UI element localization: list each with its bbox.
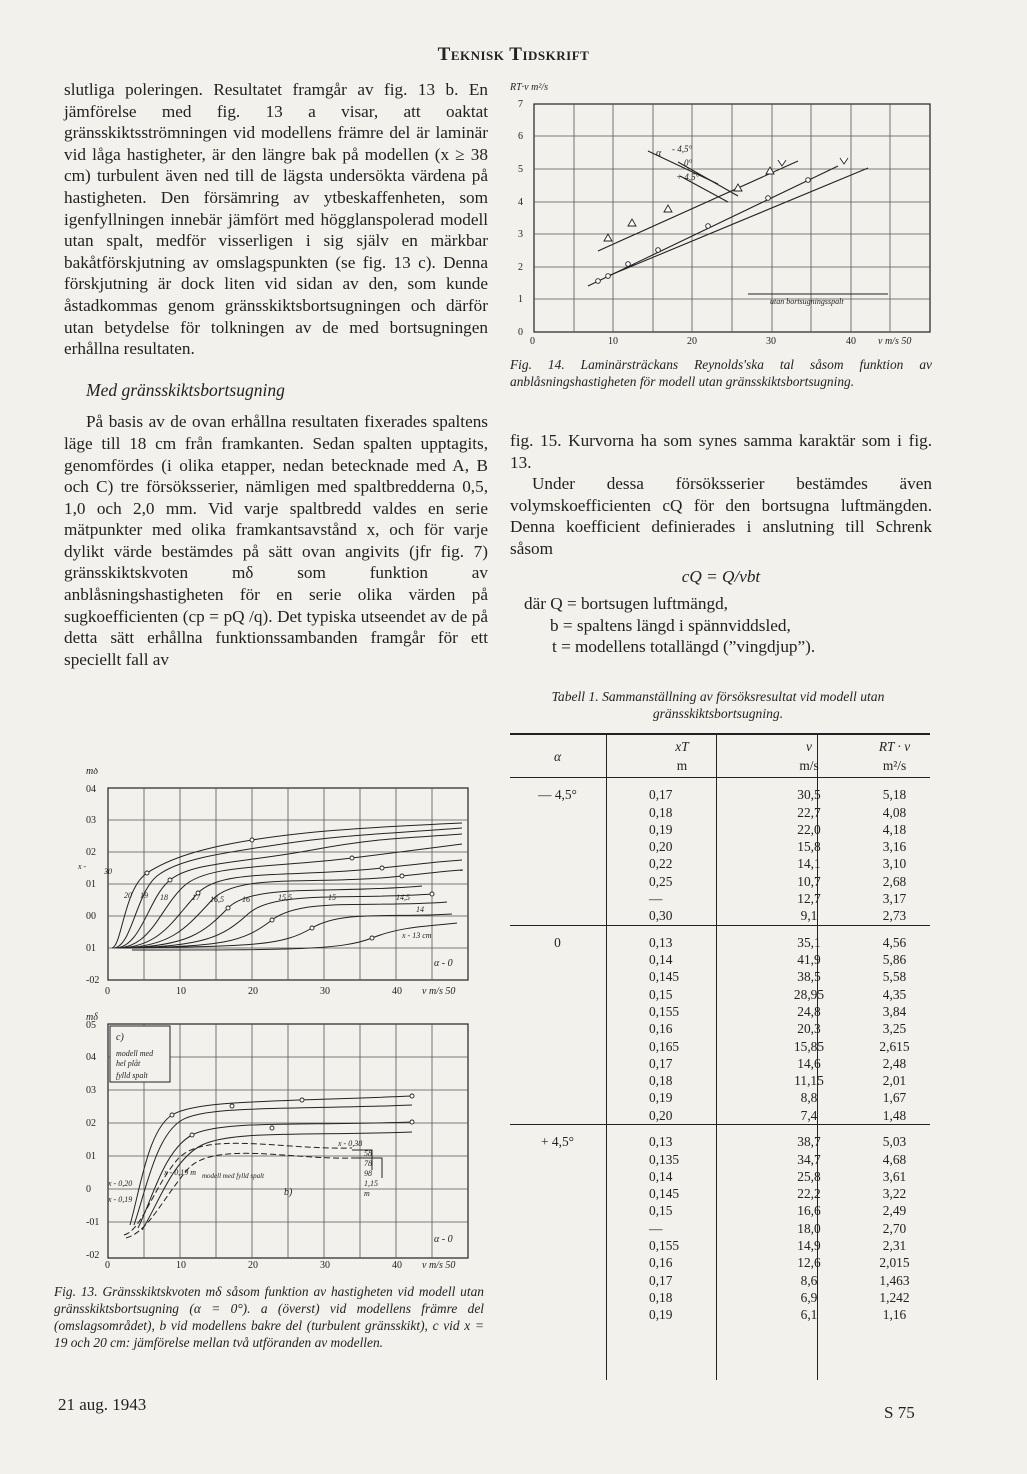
cell-v: 6,9: [800, 1289, 818, 1305]
table-row: [510, 907, 930, 925]
fig13a-xlabel: v m/s 50: [422, 986, 456, 997]
journal-header: Teknisk Tidskrift: [437, 44, 590, 65]
figure-14: [508, 76, 938, 346]
table-row: [510, 1237, 930, 1254]
cell-v: 28,95: [793, 986, 825, 1002]
cell-v: 10,7: [797, 873, 821, 889]
cell-v: 25,8: [797, 1168, 821, 1184]
table-row: [510, 968, 930, 985]
fig13a-label-1: 30: [104, 867, 112, 876]
fig13b-xlabel: v m/s 50: [422, 1260, 456, 1270]
table-row: [510, 1254, 930, 1271]
table-row: [510, 1038, 930, 1055]
cell-v: 14,1: [797, 856, 821, 872]
cell-alpha: [510, 1220, 605, 1237]
cell-x: 0,16: [649, 1255, 673, 1271]
table-row: [510, 1220, 930, 1237]
fig13b-label-7: x - 0,20: [108, 1179, 133, 1188]
cell-alpha: [510, 1107, 605, 1125]
cell-x: —: [649, 1220, 663, 1236]
fig13b-ytick-7: -02: [86, 1250, 100, 1261]
cell-x: 0,17: [649, 1055, 673, 1071]
cell-alpha: [510, 890, 605, 907]
cell-x: 0,145: [649, 969, 680, 985]
fig13a-label-2: 20: [124, 891, 132, 900]
cell-r: 1,463: [879, 1272, 910, 1288]
fig13a-xtick-0: 0: [105, 986, 110, 997]
cell-r: 2,48: [882, 1055, 907, 1071]
table-row: [510, 1020, 930, 1037]
cell-alpha: [510, 1151, 605, 1168]
fig13a-label-10: 14,5: [396, 893, 410, 902]
table-row: [510, 1272, 930, 1289]
cell-r: 2,015: [879, 1255, 910, 1271]
cell-r: 2,73: [882, 908, 907, 924]
cell-r: 3,61: [882, 1168, 907, 1184]
cell-v: 18,0: [797, 1220, 821, 1236]
cell-r: 3,10: [882, 856, 907, 872]
fig14-ytick-0: 0: [518, 327, 523, 338]
table-row: [510, 1306, 930, 1323]
table-row: [510, 951, 930, 968]
cell-r: 3,17: [882, 890, 907, 906]
cell-v: 14,6: [797, 1055, 821, 1071]
fig14-ytick-1: 1: [518, 294, 523, 305]
cell-v: 22,2: [797, 1186, 821, 1202]
cell-alpha: [510, 1003, 605, 1020]
fig14-ytick-2: 2: [518, 262, 523, 273]
paragraph-left-1: slutliga poleringen. Resultatet framgår av fig. 13 b. En jämförelse med fig. 13 a visar, att oaktat gränsskiktsströmningen vid modellens främre del är laminär vid låga hastigheter, är den längre bak på modellen (x ≥ 38 cm) turbulent även ned till de lägsta undersökta värdena på hastigheten. Den försämring av ytbeskaffenheten, som igenfyllningen innebär jämfört med högglanspolerad modell utan spalt, medför visserligen i sig själv en märkbar bakåtförskjutning av omslagspunkten (se fig. 13 c). Denna förskjutning är dock liten vid sidan av den, som kunde åstadkommas genom gränsskiktsbortsugningen och därför utan betydelse för tolkningen av de med bortsugningen erhållna resultaten.: [64, 80, 488, 359]
cell-alpha: [510, 1272, 605, 1289]
table-row: [510, 925, 930, 951]
fig13b-label-3: 98: [364, 1169, 372, 1178]
equation-cq: cQ = Q/vbt: [681, 566, 761, 586]
fig14-xtick-2: 20: [687, 336, 697, 346]
cell-alpha: [510, 1020, 605, 1037]
fig13b-alpha: α - 0: [434, 1234, 453, 1245]
fig13-caption: Fig. 13. Gränsskiktskvoten mδ såsom funktion av hastigheten vid modell utan gränsskiktsbortsugning (α = 0°). a (överst) vid modellens främre del (omslagsområdet), b vid modellens bakre del (turbulent gränsskikt), c vid x = 19 och 20 cm: jämförelse mellan två utföranden av modellen.: [54, 1284, 484, 1350]
cell-r: 3,84: [882, 1003, 907, 1019]
cell-r: 4,56: [859, 925, 930, 951]
cell-v: 41,9: [797, 952, 821, 968]
fig13a-xtick-2: 20: [248, 986, 258, 997]
paragraph-left-2: På basis av de ovan erhållna resultaten fixerades spaltens läge till 18 cm från framkanten. Sedan spalten upptagits, genomfördes (i olika etapper, nedan betecknade med A, B och C) tre försöksserier, nämligen med spaltbredderna 0,5, 1,0 och 2,0 mm. Vid varje spaltbredd valdes en serie mätpunkter med olika framkantsavstånd x, och för varje dylikt värde bestämdes på sätt ovan angivits (jfr fig. 7) gränsskiktskvoten mδ som funktion av anblåsningshastigheten för en serie olika värden på sugkoefficienten (cp = pQ /q). Det typiska utseendet av de på detta sätt erhållna funktionssambanden framgår för ett speciellt fall av: [64, 412, 488, 669]
cell-r: 2,01: [882, 1073, 907, 1089]
fig13b-legend-title: modell med: [116, 1049, 154, 1058]
cell-r: 1,242: [879, 1289, 910, 1305]
fig13b-legend-dashed: hel plåt: [116, 1059, 141, 1068]
cell-r: 2,70: [882, 1220, 907, 1236]
figure-13a: [52, 768, 492, 998]
cell-x: 0,20: [649, 839, 673, 855]
cell-v: 22,0: [797, 821, 821, 837]
col-alpha-header: α: [510, 734, 605, 778]
cell-x: 0,14: [649, 1168, 673, 1184]
figure-13bc: [52, 1010, 492, 1270]
table-row: [510, 1289, 930, 1306]
fig13b-xtick-2: 20: [248, 1260, 258, 1270]
cell-x: 0,18: [649, 1073, 673, 1089]
cell-v: 15,85: [793, 1038, 825, 1054]
fig13a-ytick-5: 01: [86, 943, 96, 954]
cell-alpha: [510, 1237, 605, 1254]
cell-alpha: + 4,5°: [510, 1125, 605, 1151]
cell-x: 0,13: [605, 925, 759, 951]
definition-t: t = modellens totallängd (”vingdjup”).: [552, 637, 816, 657]
fig13b-ytick-3: 02: [86, 1118, 96, 1129]
fig14-legend-alpha: α: [656, 148, 662, 159]
cell-alpha: — 4,5°: [510, 778, 605, 804]
cell-v: 7,4: [800, 1107, 818, 1123]
table-row: [510, 804, 930, 821]
fig13a-xtick-3: 30: [320, 986, 330, 997]
table-header-row: [510, 734, 930, 778]
table-row: [510, 1151, 930, 1168]
cell-x: 0,135: [649, 1151, 680, 1167]
fig13a-label-12: x - 13 cm: [402, 931, 432, 940]
fig13a-label-7: 16: [242, 895, 250, 904]
cell-v: 38,5: [797, 969, 821, 985]
cell-r: 4,68: [882, 1151, 907, 1167]
fig14-xtick-4: 40: [846, 336, 856, 346]
cell-x: 0,19: [649, 1090, 673, 1106]
cell-alpha: [510, 1072, 605, 1089]
fig13a-xtick-4: 40: [392, 986, 402, 997]
cell-x: 0,22: [649, 856, 673, 872]
cell-v: 12,6: [797, 1255, 821, 1271]
cell-v: 8,8: [800, 1090, 818, 1106]
footer-page: S 75: [884, 1403, 915, 1422]
table-row: [510, 890, 930, 907]
definition-q: där Q = bortsugen luftmängd,: [524, 594, 728, 614]
cell-x: 0,145: [649, 1186, 680, 1202]
fig13b-ylabel: mδ: [86, 1012, 98, 1023]
cell-v: 34,7: [797, 1151, 821, 1167]
fig13b-ytick-6: -01: [86, 1217, 100, 1228]
cell-v: 30,5: [759, 778, 859, 804]
cell-x: 0,19: [649, 821, 673, 837]
fig13b-xtick-4: 40: [392, 1260, 402, 1270]
fig13a-ytick-4: 00: [86, 911, 96, 922]
cell-x: 0,17: [649, 1272, 673, 1288]
fig14-xtick-3: 30: [766, 336, 776, 346]
cell-alpha: [510, 1089, 605, 1106]
fig13a-label-4: 18: [160, 893, 168, 902]
table-row: [510, 821, 930, 838]
cell-r: 3,16: [882, 839, 907, 855]
fig13a-label-6: 16,5: [210, 895, 224, 904]
fig13b-label-0: x - 0,38: [338, 1139, 363, 1148]
definitions: [510, 593, 932, 658]
fig14-ytick-5: 5: [518, 164, 523, 175]
cell-r: 2,68: [882, 873, 907, 889]
fig13a-ytick-0: 04: [86, 784, 96, 795]
fig14-ytick-4: 4: [518, 197, 523, 208]
fig14-legend-zero: 0°: [684, 158, 693, 168]
cell-r: 2,31: [882, 1238, 907, 1254]
table-row: [510, 1003, 930, 1020]
cell-x: 0,14: [649, 952, 673, 968]
fig13b-label-10: b): [284, 1187, 293, 1198]
cell-alpha: [510, 1168, 605, 1185]
fig13b-xtick-1: 10: [176, 1260, 186, 1270]
cell-r: 1,16: [882, 1307, 907, 1323]
cell-x: 0,20: [649, 1107, 673, 1123]
cell-v: 20,3: [797, 1021, 821, 1037]
cell-r: 5,03: [859, 1125, 930, 1151]
cell-r: 1,48: [882, 1107, 907, 1123]
table-row: [510, 855, 930, 872]
paragraph-right-1: fig. 15. Kurvorna ha som synes samma karaktär som i fig. 13.: [510, 431, 932, 472]
cell-alpha: [510, 986, 605, 1003]
fig14-caption: Fig. 14. Laminärsträckans Reynolds'ska tal såsom funktion av anblåsningshastigheten för modell utan gränsskiktsbortsugning.: [510, 357, 932, 389]
cell-alpha: [510, 907, 605, 925]
table-row: [510, 838, 930, 855]
section-heading: Med gränsskiktsbortsugning: [86, 379, 285, 400]
cell-x: —: [649, 890, 663, 906]
fig14-xtick-1: 10: [608, 336, 618, 346]
paragraph-right-2: Under dessa försöksserier bestämdes även volymskoefficienten cQ för den bortsugna luftmängden. Denna koefficient definierades i anslutning till Schrenk såsom: [510, 474, 932, 558]
fig13b-label-4: 1,15: [364, 1179, 378, 1188]
cell-alpha: [510, 1289, 605, 1306]
fig14-ytick-6: 6: [518, 131, 523, 142]
fig14-legend-plus: + 4,5°: [676, 172, 700, 182]
fig14-ytick-7: 7: [518, 99, 523, 110]
fig13a-ytick-2: 02: [86, 847, 96, 858]
table-row: [510, 1107, 930, 1125]
cell-v: 38,7: [759, 1125, 859, 1151]
results-table: [510, 733, 930, 1324]
table-row: [510, 1055, 930, 1072]
fig13b-legend-solid: fylld spalt: [116, 1071, 148, 1080]
fig13a-label-9: 15: [328, 893, 336, 902]
fig14-ytick-3: 3: [518, 229, 523, 240]
fig13a-alpha: α - 0: [434, 958, 453, 969]
cell-alpha: [510, 1306, 605, 1323]
fig13b-ytick-1: 04: [86, 1052, 96, 1063]
table-row: [510, 1072, 930, 1089]
cell-r: 4,08: [882, 804, 907, 820]
table-title: Tabell 1. Sammanställning av försöksresultat vid modell utan gränsskiktsbortsugning.: [551, 689, 885, 721]
right-column-text: [510, 430, 932, 658]
cell-v: 16,6: [797, 1203, 821, 1219]
table-row: [510, 1125, 930, 1151]
fig13b-label-2: 78: [364, 1159, 372, 1168]
col-xt-header: xT m: [605, 734, 759, 778]
cell-r: 2,615: [879, 1038, 910, 1054]
fig14-xtick-0: 0: [530, 336, 535, 346]
cell-alpha: 0: [510, 925, 605, 951]
cell-x: 0,25: [649, 873, 673, 889]
fig14-note: utan bortsugningsspalt: [770, 297, 844, 306]
fig13b-label-9: modell med fylld spalt: [202, 1172, 265, 1180]
cell-alpha: [510, 855, 605, 872]
fig13b-ytick-2: 03: [86, 1085, 96, 1096]
fig13a-xtick-1: 10: [176, 986, 186, 997]
table-body: [510, 778, 930, 1324]
cell-x: 0,15: [649, 986, 673, 1002]
table-row: [510, 1168, 930, 1185]
fig13a-label-3: 19: [140, 891, 148, 900]
cell-x: 0,18: [649, 1289, 673, 1305]
cell-v: 14,9: [797, 1238, 821, 1254]
fig13b-label-5: m: [364, 1189, 370, 1198]
cell-alpha: [510, 968, 605, 985]
fig14-xlabel: v m/s 50: [878, 336, 912, 346]
col-v-header: v m/s: [759, 734, 859, 778]
cell-x: 0,16: [649, 1021, 673, 1037]
cell-r: 4,18: [882, 821, 907, 837]
table-row: [510, 778, 930, 804]
definition-b: b = spaltens längd i spännviddsled,: [550, 615, 791, 635]
cell-v: 22,7: [797, 804, 821, 820]
fig13a-label-11: 14: [416, 905, 424, 914]
fig13b-legend-tag: c): [116, 1032, 124, 1043]
cell-v: 24,8: [797, 1003, 821, 1019]
cell-alpha: [510, 951, 605, 968]
cell-r: 3,25: [882, 1021, 907, 1037]
fig13b-ytick-4: 01: [86, 1151, 96, 1162]
fig14-ylabel: RT·ν m²/s: [510, 82, 548, 93]
fig13a-label-5: 17: [192, 893, 200, 902]
cell-r: 1,67: [882, 1090, 907, 1106]
cell-alpha: [510, 1202, 605, 1219]
cell-x: 0,30: [649, 908, 673, 924]
fig13a-ylabel: mδ: [86, 768, 98, 777]
cell-v: 11,15: [794, 1073, 824, 1089]
cell-v: 12,7: [797, 890, 821, 906]
cell-x: 0,13: [605, 1125, 759, 1151]
table-row: [510, 986, 930, 1003]
left-column-top: [64, 79, 488, 670]
cell-x: 0,19: [649, 1307, 673, 1323]
cell-alpha: [510, 1254, 605, 1271]
fig13a-ytick-3: 01: [86, 879, 96, 890]
fig13b-label-6: x - 0,19 m: [164, 1168, 196, 1177]
cell-alpha: [510, 1055, 605, 1072]
cell-alpha: [510, 1185, 605, 1202]
cell-r: 5,58: [882, 969, 907, 985]
cell-v: 15,8: [797, 839, 821, 855]
fig13b-xtick-0: 0: [105, 1260, 110, 1270]
cell-v: 8,6: [800, 1272, 818, 1288]
cell-x: 0,155: [649, 1238, 680, 1254]
cell-r: 5,18: [859, 778, 930, 804]
fig13b-ytick-5: 0: [86, 1184, 91, 1195]
fig13a-label-8: 15,5: [278, 893, 292, 902]
col-r-header: RT · ν m²/s: [859, 734, 930, 778]
fig13a-label-0: x -: [78, 862, 87, 871]
fig14-legend-minus: - 4,5°: [672, 144, 693, 154]
fig13b-label-8: x - 0,19: [108, 1195, 133, 1204]
cell-alpha: [510, 1038, 605, 1055]
cell-alpha: [510, 873, 605, 890]
cell-r: 3,22: [882, 1186, 907, 1202]
cell-v: 35,1: [759, 925, 859, 951]
cell-v: 9,1: [800, 908, 818, 924]
table-row: [510, 1089, 930, 1106]
cell-x: 0,15: [649, 1203, 673, 1219]
fig13b-label-1: 58: [364, 1149, 372, 1158]
cell-x: 0,17: [605, 778, 759, 804]
cell-alpha: [510, 804, 605, 821]
cell-x: 0,165: [649, 1038, 680, 1054]
cell-v: 6,1: [800, 1307, 818, 1323]
fig13b-ytick-0: 05: [86, 1020, 96, 1031]
cell-r: 5,86: [882, 952, 907, 968]
table-row: [510, 873, 930, 890]
cell-r: 2,49: [882, 1203, 907, 1219]
footer-date: 21 aug. 1943: [58, 1395, 147, 1414]
table-row: [510, 1202, 930, 1219]
fig13b-xtick-3: 30: [320, 1260, 330, 1270]
fig13a-ytick-1: 03: [86, 815, 96, 826]
fig13a-ytick-6: -02: [86, 975, 100, 986]
table-row: [510, 1185, 930, 1202]
cell-x: 0,18: [649, 804, 673, 820]
cell-alpha: [510, 838, 605, 855]
cell-r: 4,35: [882, 986, 907, 1002]
cell-alpha: [510, 821, 605, 838]
cell-x: 0,155: [649, 1003, 680, 1019]
